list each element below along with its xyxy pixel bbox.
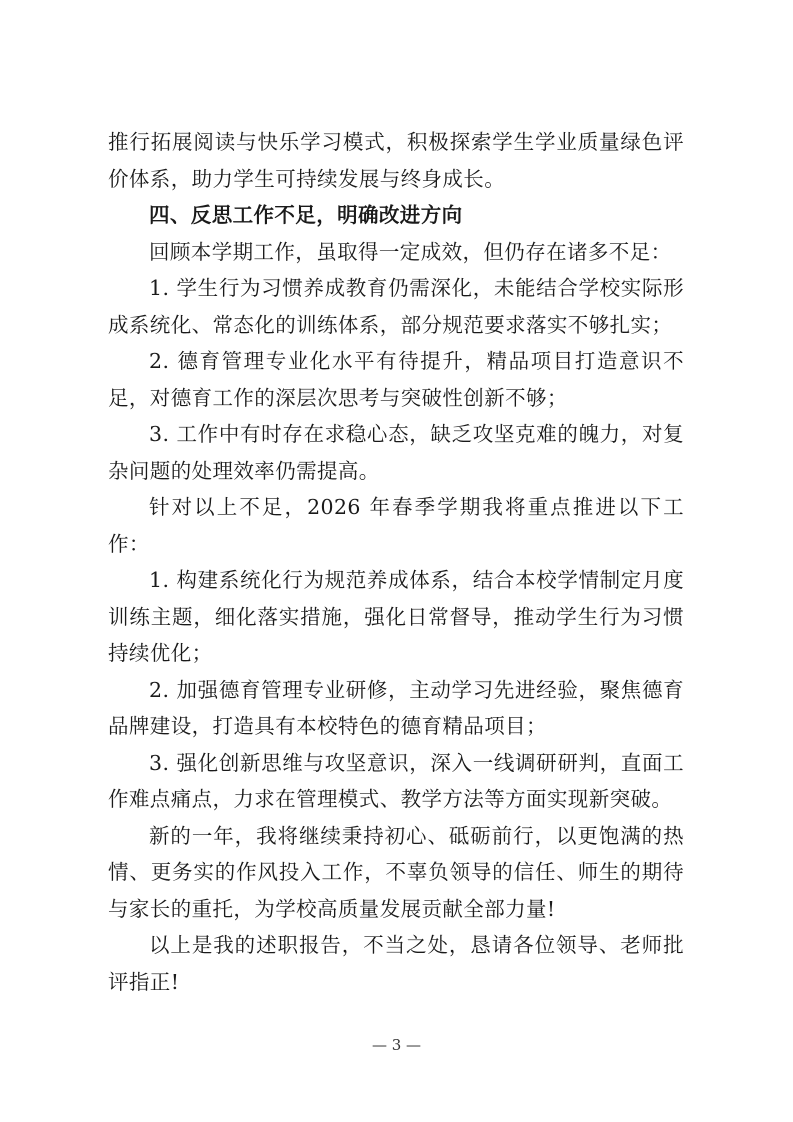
paragraph-new-year: 新的一年，我将继续秉持初心、砥砺前行，以更饱满的热情、更务实的作风投入工作，不辜负领导的信任、师生的期待与家长的重托，为学校高质量发展贡献全部力量! <box>108 823 684 921</box>
paragraph-plan-3: 3. 强化创新思维与攻坚意识，深入一线调研研判，直面工作难点痛点，力求在管理模式、教学方法等方面实现新突破。 <box>108 750 684 811</box>
paragraph-shortcoming-2: 2. 德育管理专业化水平有待提升，精品项目打造意识不足，对德育工作的深层次思考与突破性创新不够； <box>108 349 684 410</box>
paragraph-continuation: 推行拓展阅读与快乐学习模式，积极探索学生学业质量绿色评价体系，助力学生可持续发展与终身成长。 <box>108 130 684 191</box>
paragraph-plan-intro: 针对以上不足，2026 年春季学期我将重点推进以下工作： <box>108 495 684 556</box>
page-number: — 3 — <box>371 1036 422 1054</box>
paragraph-shortcoming-1: 1. 学生行为习惯养成教育仍需深化，未能结合学校实际形成系统化、常态化的训练体系，部分规范要求落实不够扎实； <box>108 276 684 337</box>
paragraph-plan-1: 1. 构建系统化行为规范养成体系，结合本校学情制定月度训练主题，细化落实措施，强化日常督导，推动学生行为习惯持续优化； <box>108 568 684 665</box>
paragraph-plan-2: 2. 加强德育管理专业研修，主动学习先进经验，聚焦德育品牌建设，打造具有本校特色的德育精品项目； <box>108 677 684 738</box>
document-body <box>108 124 684 1000</box>
section-heading: 四、反思工作不足，明确改进方向 <box>149 203 463 227</box>
paragraph-closing: 以上是我的述职报告，不当之处，恳请各位领导、老师批评指正! <box>108 933 684 994</box>
paragraph-shortcoming-3: 3. 工作中有时存在求稳心态，缺乏攻坚克难的魄力，对复杂问题的处理效率仍需提高。 <box>108 422 684 483</box>
paragraph-review-intro: 回顾本学期工作，虽取得一定成效，但仍存在诸多不足： <box>149 239 672 264</box>
